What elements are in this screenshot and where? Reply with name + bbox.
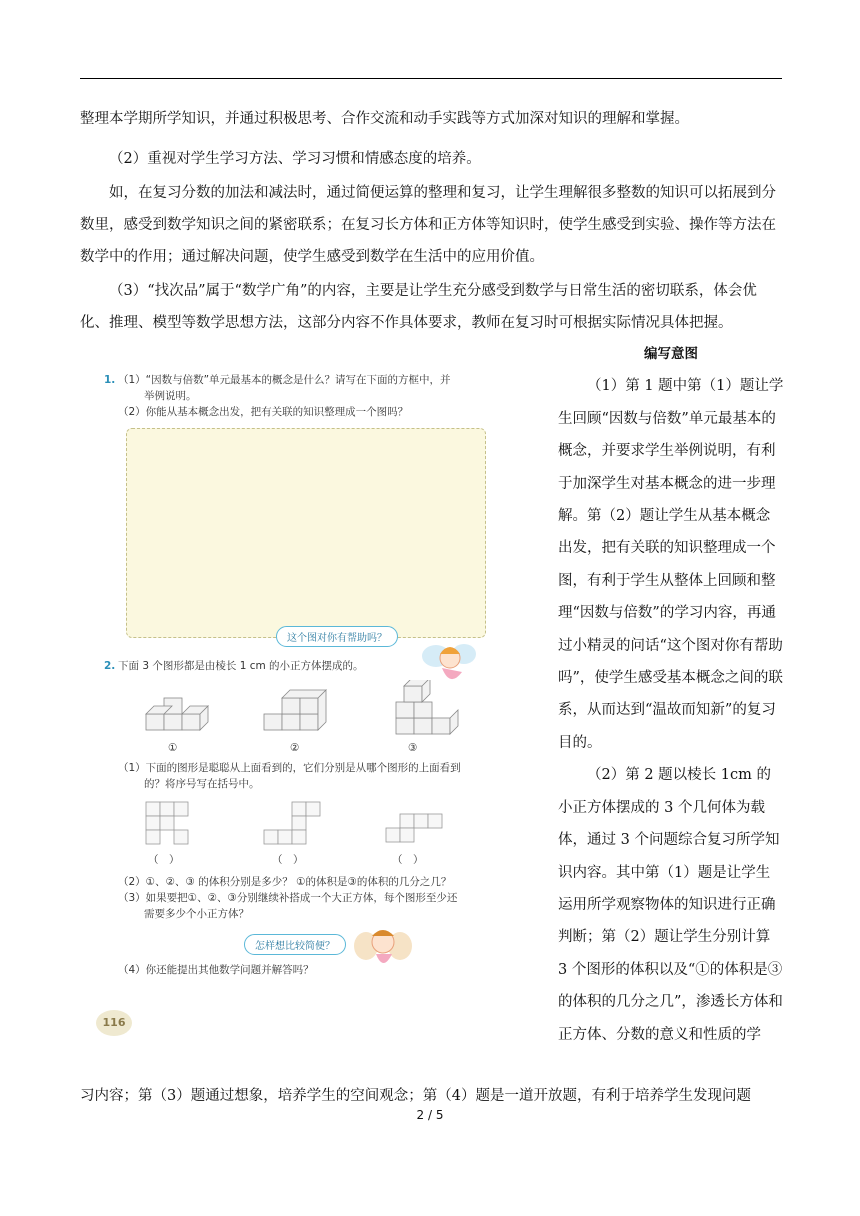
q1-number: 1. (104, 374, 116, 386)
writing-intent-heading: 编写意图 (644, 346, 698, 362)
top-view-grids (144, 800, 454, 852)
answer-paren-3: （ ） (392, 854, 424, 866)
paragraph-1: 整理本学期所学知识，并通过积极思考、合作交流和动手实践等方式加深对知识的理解和掌握。 (80, 111, 689, 127)
q1-part2: （2）你能从基本概念出发，把有关联的知识整理成一个图吗？ (118, 406, 409, 418)
figure-label-3: ③ (408, 742, 418, 754)
angel-icon (352, 920, 414, 976)
paragraph-4: （3）“找次品”属于“数学广角”的内容，主要是让学生充分感受到数学与日常生活的密切联系，体会优化、推理、模型等数学思想方法，这部分内容不作具体要求，教师在复习时可根据实际情况具体把握。 (80, 283, 757, 331)
page-footer: 2 / 5 (416, 1108, 444, 1122)
writing-intent-column (558, 338, 784, 1051)
bottom-line: 习内容；第（3）题通过想象，培养学生的空间观念；第（4）题是一道开放题，有利于培养学生发现问题 (80, 1088, 751, 1104)
helper-bubble-2: 怎样想比较简便？ (244, 934, 346, 955)
textbook-page-number: 116 (96, 1010, 132, 1036)
q2-stem: 下面 3 个图形都是由棱长 1 cm 的小正方体摆成的。 (118, 660, 364, 672)
figure-label-2: ② (290, 742, 300, 754)
answer-paren-2: （ ） (272, 854, 304, 866)
q2-part3-cont: 需要多少个小正方体？ (144, 908, 249, 920)
q2-part3: （3）如果要把①、②、③分别继续补搭成一个大正方体，每个图形至少还 (118, 892, 458, 904)
figure-label-1: ① (168, 742, 178, 754)
intent-paragraph-1: （1）第 1 题中第（1）题让学生回顾“因数与倍数”单元最基本的概念，并要求学生举例说明，有利于加深学生对基本概念的进一步理解。第（2）题让学生从基本概念出发，把有关联的知识整理成一个图，有利于学生从整体上回顾和整理“因数与倍数”的学习内容，再通过小精灵的问话“这个图对你有帮助吗”，使学生感受基本概念之间的联系，从而达到“温故而知新”的复习目的。 (558, 378, 784, 751)
q2-number: 2. (104, 660, 116, 672)
cube-figures (144, 680, 474, 740)
intent-paragraph-2: （2）第 2 题以棱长 1cm 的小正方体摆成的 3 个几何体为载体，通过 3 个问题综合复习所学知识内容。其中第（1）题是让学生运用所学观察物体的知识进行正确判断；第（2）题让学生分别计算 3 个图形的体积以及“①的体积是③的体积的几分之几”，渗透长方体和正方体、分数的意义和性质的学 (558, 767, 783, 1043)
paragraph-3: 如，在复习分数的加法和减法时，通过简便运算的整理和复习，让学生理解很多整数的知识可以拓展到分数里，感受到数学知识之间的紧密联系；在复习长方体和正方体等知识时，使学生感受到实验、操作等方法在数学中的作用；通过解决问题，使学生感受到数学在生活中的应用价值。 (80, 185, 776, 265)
helper-bubble-1: 这个图对你有帮助吗？ (276, 626, 398, 647)
q1-part1: （1）“因数与倍数”单元最基本的概念是什么？请写在下面的方框中，并 (118, 374, 451, 386)
q2-part4: （4）你还能提出其他数学问题并解答吗？ (118, 964, 314, 976)
q1-part1-cont: 举例说明。 (144, 390, 197, 402)
paragraph-2: （2）重视对学生学习方法、学习习惯和情感态度的培养。 (109, 151, 481, 167)
q2-part2: （2）①、②、③ 的体积分别是多少？ ①的体积是③的体积的几分之几？ (118, 876, 452, 888)
textbook-scan (96, 362, 536, 1052)
header-rule (80, 78, 782, 79)
answer-paren-1: （ ） (148, 854, 180, 866)
q2-part1-cont: 的？将序号写在括号中。 (144, 778, 260, 790)
q2-part1: （1）下面的图形是聪聪从上面看到的，它们分别是从哪个图形的上面看到 (118, 762, 461, 774)
answer-box (126, 428, 486, 638)
